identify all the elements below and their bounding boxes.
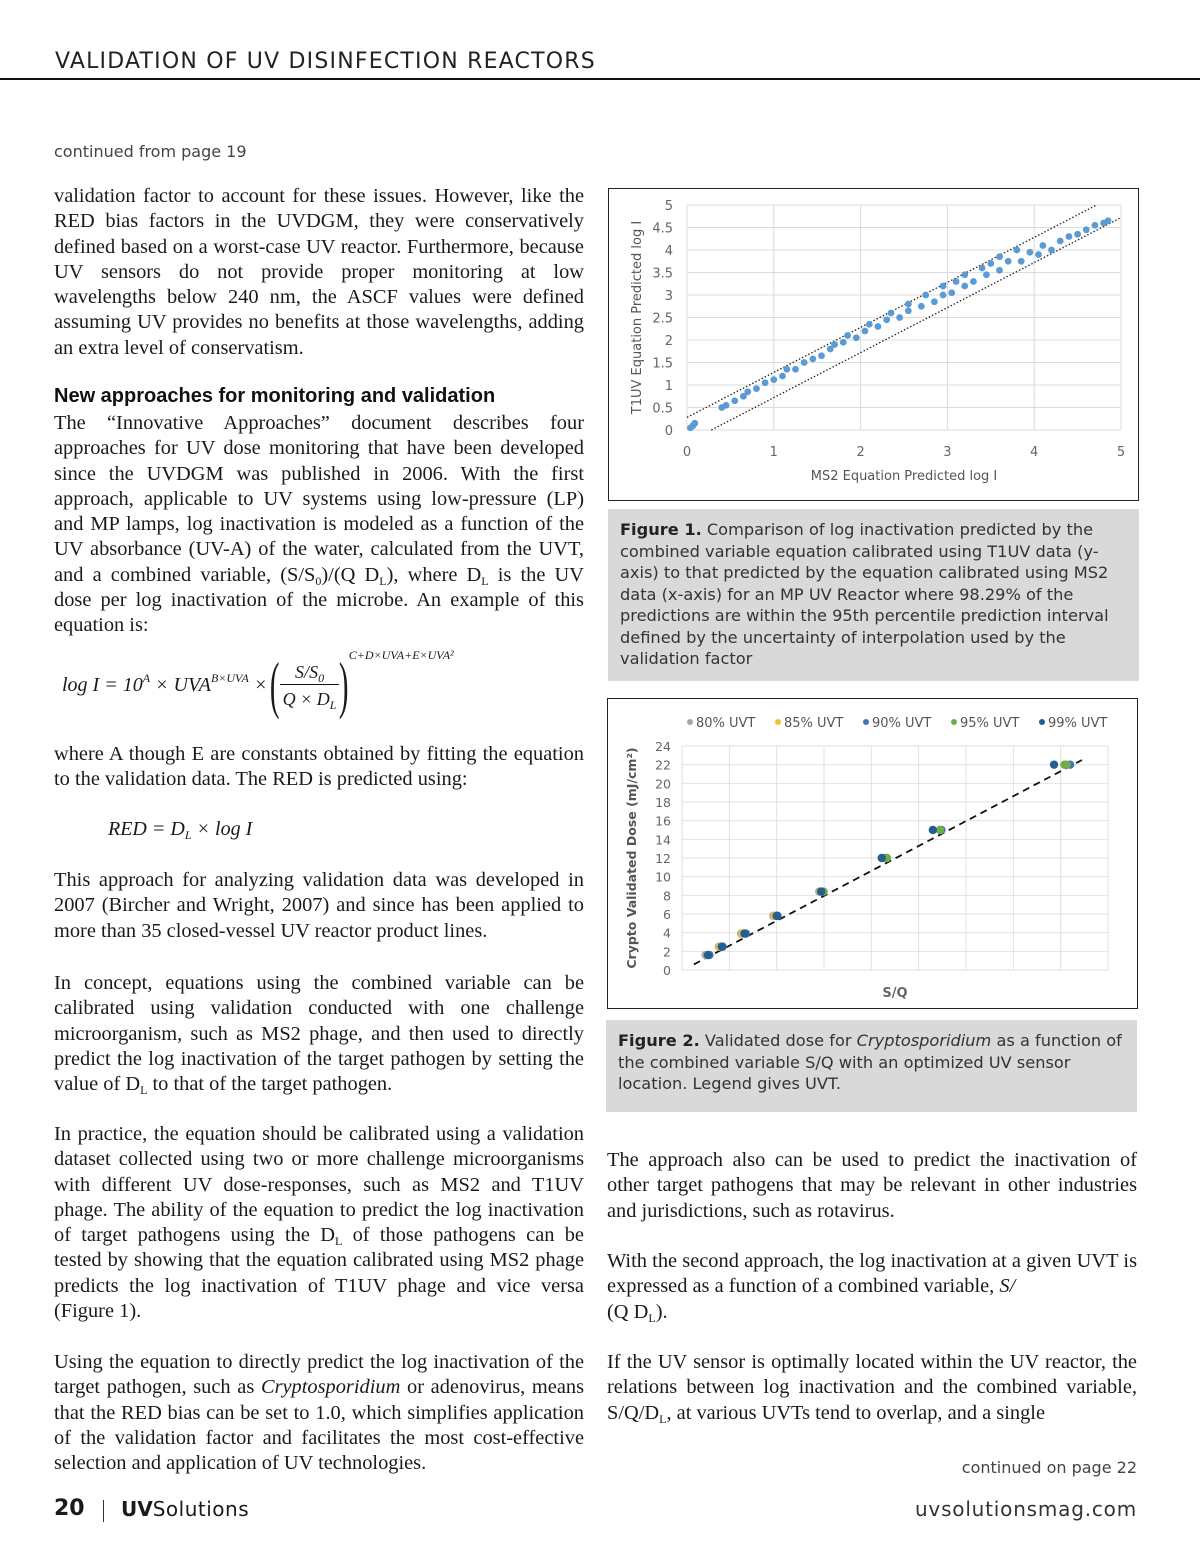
fraction [280, 660, 340, 711]
text: of those pathogens can be tested by showing that the equation calibrated using MS2 phage predicts the log inactivation of T1UV phage and vice versa (Figure 1). [54, 1224, 584, 1323]
section-heading: New approaches for monitoring and validation [54, 385, 496, 407]
y-tick-label: 16 [655, 813, 671, 829]
paren-close: ) [339, 649, 349, 720]
y-tick-label: 8 [663, 888, 671, 904]
trendline [694, 760, 1082, 964]
x-tick-label: 0 [682, 445, 692, 460]
fraction-numerator: $S/S_0$ [295, 661, 325, 685]
paragraph [607, 1350, 1137, 1426]
text: B×UVA [210, 670, 249, 685]
y-tick-label: 4 [664, 244, 673, 259]
text: Using the equation to directly predict the log inactivation of the target pathogen, such as [54, 1351, 584, 1399]
data-point [888, 310, 895, 317]
page-number: 20 [54, 1496, 85, 1521]
data-point [809, 356, 816, 363]
text: RED = D [108, 818, 185, 840]
data-point [979, 265, 986, 272]
y-tick-label: 0 [664, 424, 673, 439]
data-point [1092, 222, 1099, 229]
data-point [1013, 247, 1020, 254]
data-point [840, 339, 847, 346]
text: With the second approach, the log inactivation at a given UVT is expressed as a function of a combined variable, [607, 1250, 1137, 1298]
data-point [961, 271, 968, 278]
y-tick-label: 2.5 [652, 311, 673, 327]
text: × UVA [150, 673, 211, 696]
caption-label: Figure 2. [618, 1031, 700, 1050]
text: , at various UVTs tend to overlap, and a single [666, 1401, 1046, 1424]
data-point [783, 366, 790, 373]
data-point [940, 292, 947, 299]
y-tick-label: 4.5 [652, 221, 673, 237]
y-tick-label: 4 [663, 925, 671, 941]
y-tick-label: 1 [664, 379, 673, 394]
data-point [918, 303, 925, 310]
text: L [659, 1411, 667, 1426]
data-point [818, 352, 825, 359]
data-point-99-uvt [1050, 760, 1058, 768]
data-point [770, 376, 777, 383]
text: or adenovirus, means that the RED bias can be set to 1.0, which simplifies application of the validation factor and facilitates the most cost-effective selection and application of UV technologies. [54, 1376, 585, 1475]
data-point [875, 323, 882, 330]
data-point [1074, 231, 1081, 238]
caption-text: as a function of the combined variable S/Q with an optimized UV sensor location. Legend gives UVT. [618, 1031, 1122, 1093]
caption-text: Cryptosporidium [856, 1031, 992, 1050]
figure-1-chart [608, 188, 1139, 501]
data-point [996, 253, 1003, 260]
legend-label: 85% UVT [784, 716, 844, 731]
paragraph [54, 411, 584, 639]
data-point [1048, 247, 1055, 254]
data-point [801, 359, 808, 366]
data-point [922, 292, 929, 299]
data-point [723, 402, 730, 409]
text: UV [121, 1497, 153, 1521]
paragraph [54, 1350, 584, 1476]
data-point-99-uvt [772, 912, 780, 920]
text: L [329, 697, 337, 712]
data-point [883, 316, 890, 323]
y-tick-label: 6 [663, 907, 671, 922]
paren-open: ( [270, 649, 280, 720]
text: The “Innovative Approaches” document describes four approaches for UV dose monitoring that have been developed since the UVDGM was published in 2006. With the first approach, applicable to UV systems using low-pressure (LP) and MP lamps, log inactivation is modeled as a function of the UV absorbance (UV-A) of the water, calculated from the UVT, and a combined variable, (S/S [54, 412, 584, 586]
data-point [996, 267, 1003, 274]
data-point-99-uvt [740, 929, 748, 937]
data-point-99-uvt [718, 942, 726, 950]
continued-on: continued on page 22 [961, 1458, 1137, 1477]
y-tick-label: 0 [663, 963, 671, 978]
y-tick-label: 0.5 [652, 401, 673, 417]
header-rule [0, 78, 1200, 80]
caption-text: Validated dose for [699, 1031, 857, 1050]
x-tick-label: 2 [856, 445, 865, 460]
text: ), where D [386, 563, 482, 586]
data-point [744, 388, 751, 395]
figure-1-svg [609, 189, 1137, 499]
x-tick-label: 3 [943, 445, 952, 460]
text: × log I [191, 818, 253, 840]
text: 0 [318, 670, 325, 685]
outer-exponent: C+D×UVA+E×UVA² [348, 648, 454, 662]
data-point [953, 278, 960, 285]
y-tick-label: 18 [655, 795, 671, 810]
x-axis-label: MS2 Equation Predicted log I [810, 469, 998, 484]
data-point [1066, 233, 1073, 240]
x-tick-label: 4 [1030, 445, 1039, 460]
data-point [1035, 251, 1042, 258]
figure-1-caption [608, 509, 1139, 681]
data-point [866, 321, 873, 328]
y-axis-label: Crypto Validated Dose (mJ/cm²) [624, 747, 639, 969]
data-point [961, 283, 968, 290]
paragraph: validation factor to account for these issues. However, like the RED bias factors in the UVDGM, they were conservatively defined based on a worst-case UV reactor. Furthermore, because UV sensors do not provide proper monitoring at low wavelengths below 240 nm, the ASCF values were defined assuming UV provides no benefits at those wavelengths, adding an extra level of conservatism. [54, 185, 584, 359]
data-point [1057, 238, 1064, 245]
legend-label: 90% UVT [872, 716, 932, 731]
fraction-denominator [280, 684, 340, 711]
data-point [1005, 258, 1012, 265]
data-point-99-uvt [704, 951, 712, 959]
text: × [248, 673, 268, 696]
y-tick-label: 2 [663, 944, 671, 960]
paragraph: where A though E are constants obtained by fitting the equation to the validation data. The RED is predicted using: [54, 743, 584, 791]
data-point [731, 397, 738, 404]
paragraph: The approach also can be used to predict the inactivation of other target pathogens that may be relevant in other industries and jurisdictions, such as rotavirus. [607, 1149, 1137, 1222]
paragraph: This approach for analyzing validation data was developed in 2007 (Bircher and Wright, 2007) and since has been applied to more than 35 closed-vessel UV reactor product lines. [54, 869, 584, 942]
text: L [140, 1083, 148, 1098]
text: is the UV dose per log inactivation of the microbe. An example of this equation is: [54, 563, 585, 637]
legend-marker [775, 719, 781, 725]
paragraph [54, 971, 584, 1097]
caption-text: Comparison of log inactivation predicted by the combined variable equation calibrated using T1UV data (y-axis) to that predicted by the equation calibrated using MS2 data (x-axis) for an MP UV Reactor where 98.29% of the predictions are within the 95th percentile prediction interval defined by the uncertainty of interpolation used by the validation factor [620, 520, 1109, 668]
legend-label: 80% UVT [696, 716, 756, 731]
legend-marker [951, 719, 957, 725]
y-tick-label: 5 [664, 199, 673, 214]
data-point [831, 341, 838, 348]
data-point [940, 283, 947, 290]
legend-marker [863, 719, 869, 725]
legend-label: 95% UVT [960, 716, 1020, 731]
text: L [481, 573, 489, 588]
figure-2-svg [608, 699, 1136, 1007]
data-point [691, 420, 698, 427]
legend-marker [687, 719, 693, 725]
y-tick-label: 3 [664, 289, 673, 304]
data-point [931, 298, 938, 305]
x-tick-label: 5 [1116, 445, 1126, 460]
data-point [762, 379, 769, 386]
text: (Q D [607, 1300, 649, 1323]
data-point [896, 314, 903, 321]
y-tick-label: 12 [655, 851, 671, 866]
text: A [142, 670, 151, 685]
data-point [792, 366, 799, 373]
y-tick-label: 24 [655, 739, 671, 754]
running-header: VALIDATION OF UV DISINFECTION REACTORS [55, 49, 596, 74]
y-axis-label: T1UV Equation Predicted log I [630, 220, 645, 415]
data-point [1039, 242, 1046, 249]
text: In practice, the equation should be calibrated using a validation dataset collected using two or more challenge microorganisms with different UV dose-responses, such as MS2 and T1UV phage. The ability of the equation to predict the log inactivation of target pathogens using the D [54, 1123, 584, 1247]
y-tick-label: 1.5 [652, 356, 673, 372]
data-point [905, 301, 912, 308]
text: Solutions [152, 1497, 250, 1521]
data-point [1083, 226, 1090, 233]
equation-red [108, 818, 252, 841]
continued-from: continued from page 19 [54, 142, 247, 161]
data-point [970, 278, 977, 285]
text: )/(Q D [321, 563, 380, 586]
data-point-99-uvt [878, 854, 886, 862]
prediction-interval-lower [711, 218, 1121, 430]
data-point [905, 307, 912, 314]
text: L [184, 828, 192, 842]
text: S [309, 661, 319, 682]
caption-label: Figure 1. [620, 520, 702, 539]
equation-lhs [62, 670, 272, 697]
text: S [295, 661, 305, 682]
equation-log-i [62, 646, 454, 724]
text: log I = 10 [62, 673, 143, 696]
text: S/ [999, 1275, 1016, 1298]
footer-divider [103, 1500, 104, 1522]
y-tick-label: 10 [655, 869, 671, 885]
y-tick-label: 20 [655, 776, 671, 792]
paragraph [54, 1122, 584, 1324]
text: L [334, 1234, 343, 1249]
text: ). [655, 1300, 668, 1323]
data-point-95-uvt [1063, 760, 1071, 768]
data-point [1026, 249, 1033, 256]
paragraph [607, 1249, 1137, 1325]
y-tick-label: 3.5 [652, 266, 673, 282]
text: L [379, 573, 387, 588]
text: to that of the target pathogen. [147, 1073, 393, 1096]
text: In concept, equations using the combined variable can be calibrated using validation conducted with one challenge microorganism, such as MS2 phage, and then used to directly predict the log inactivation of the target pathogen by setting the value of D [54, 972, 584, 1096]
y-tick-label: 14 [655, 832, 671, 848]
figure-2-caption [606, 1020, 1137, 1112]
data-point [753, 385, 760, 392]
data-point [983, 271, 990, 278]
data-point [844, 332, 851, 339]
x-tick-label: 1 [769, 445, 778, 460]
data-point-99-uvt [817, 887, 825, 895]
x-axis-label: S/Q [882, 986, 908, 1001]
data-point [1105, 217, 1112, 224]
y-tick-label: 22 [655, 757, 671, 773]
footer-url[interactable]: uvsolutionsmag.com [914, 1497, 1137, 1521]
text: L [648, 1310, 656, 1325]
data-point [853, 334, 860, 341]
text: If the UV sensor is optimally located within the UV reactor, the relations between log inactivation and the combined variable, S/Q/D [607, 1351, 1137, 1424]
figure-2-chart [607, 698, 1138, 1009]
data-point-99-uvt [929, 826, 937, 834]
data-point [1018, 258, 1025, 265]
data-point [948, 289, 955, 296]
text: 0 [315, 573, 322, 588]
data-point [779, 373, 786, 380]
y-tick-label: 2 [664, 334, 673, 349]
data-point [862, 328, 869, 335]
legend-marker [1039, 719, 1045, 725]
data-point [987, 260, 994, 267]
text: Cryptosporidium [260, 1376, 401, 1399]
brand-logo [121, 1497, 249, 1521]
text: Q × D [282, 688, 330, 709]
legend-label: 99% UVT [1048, 716, 1108, 731]
